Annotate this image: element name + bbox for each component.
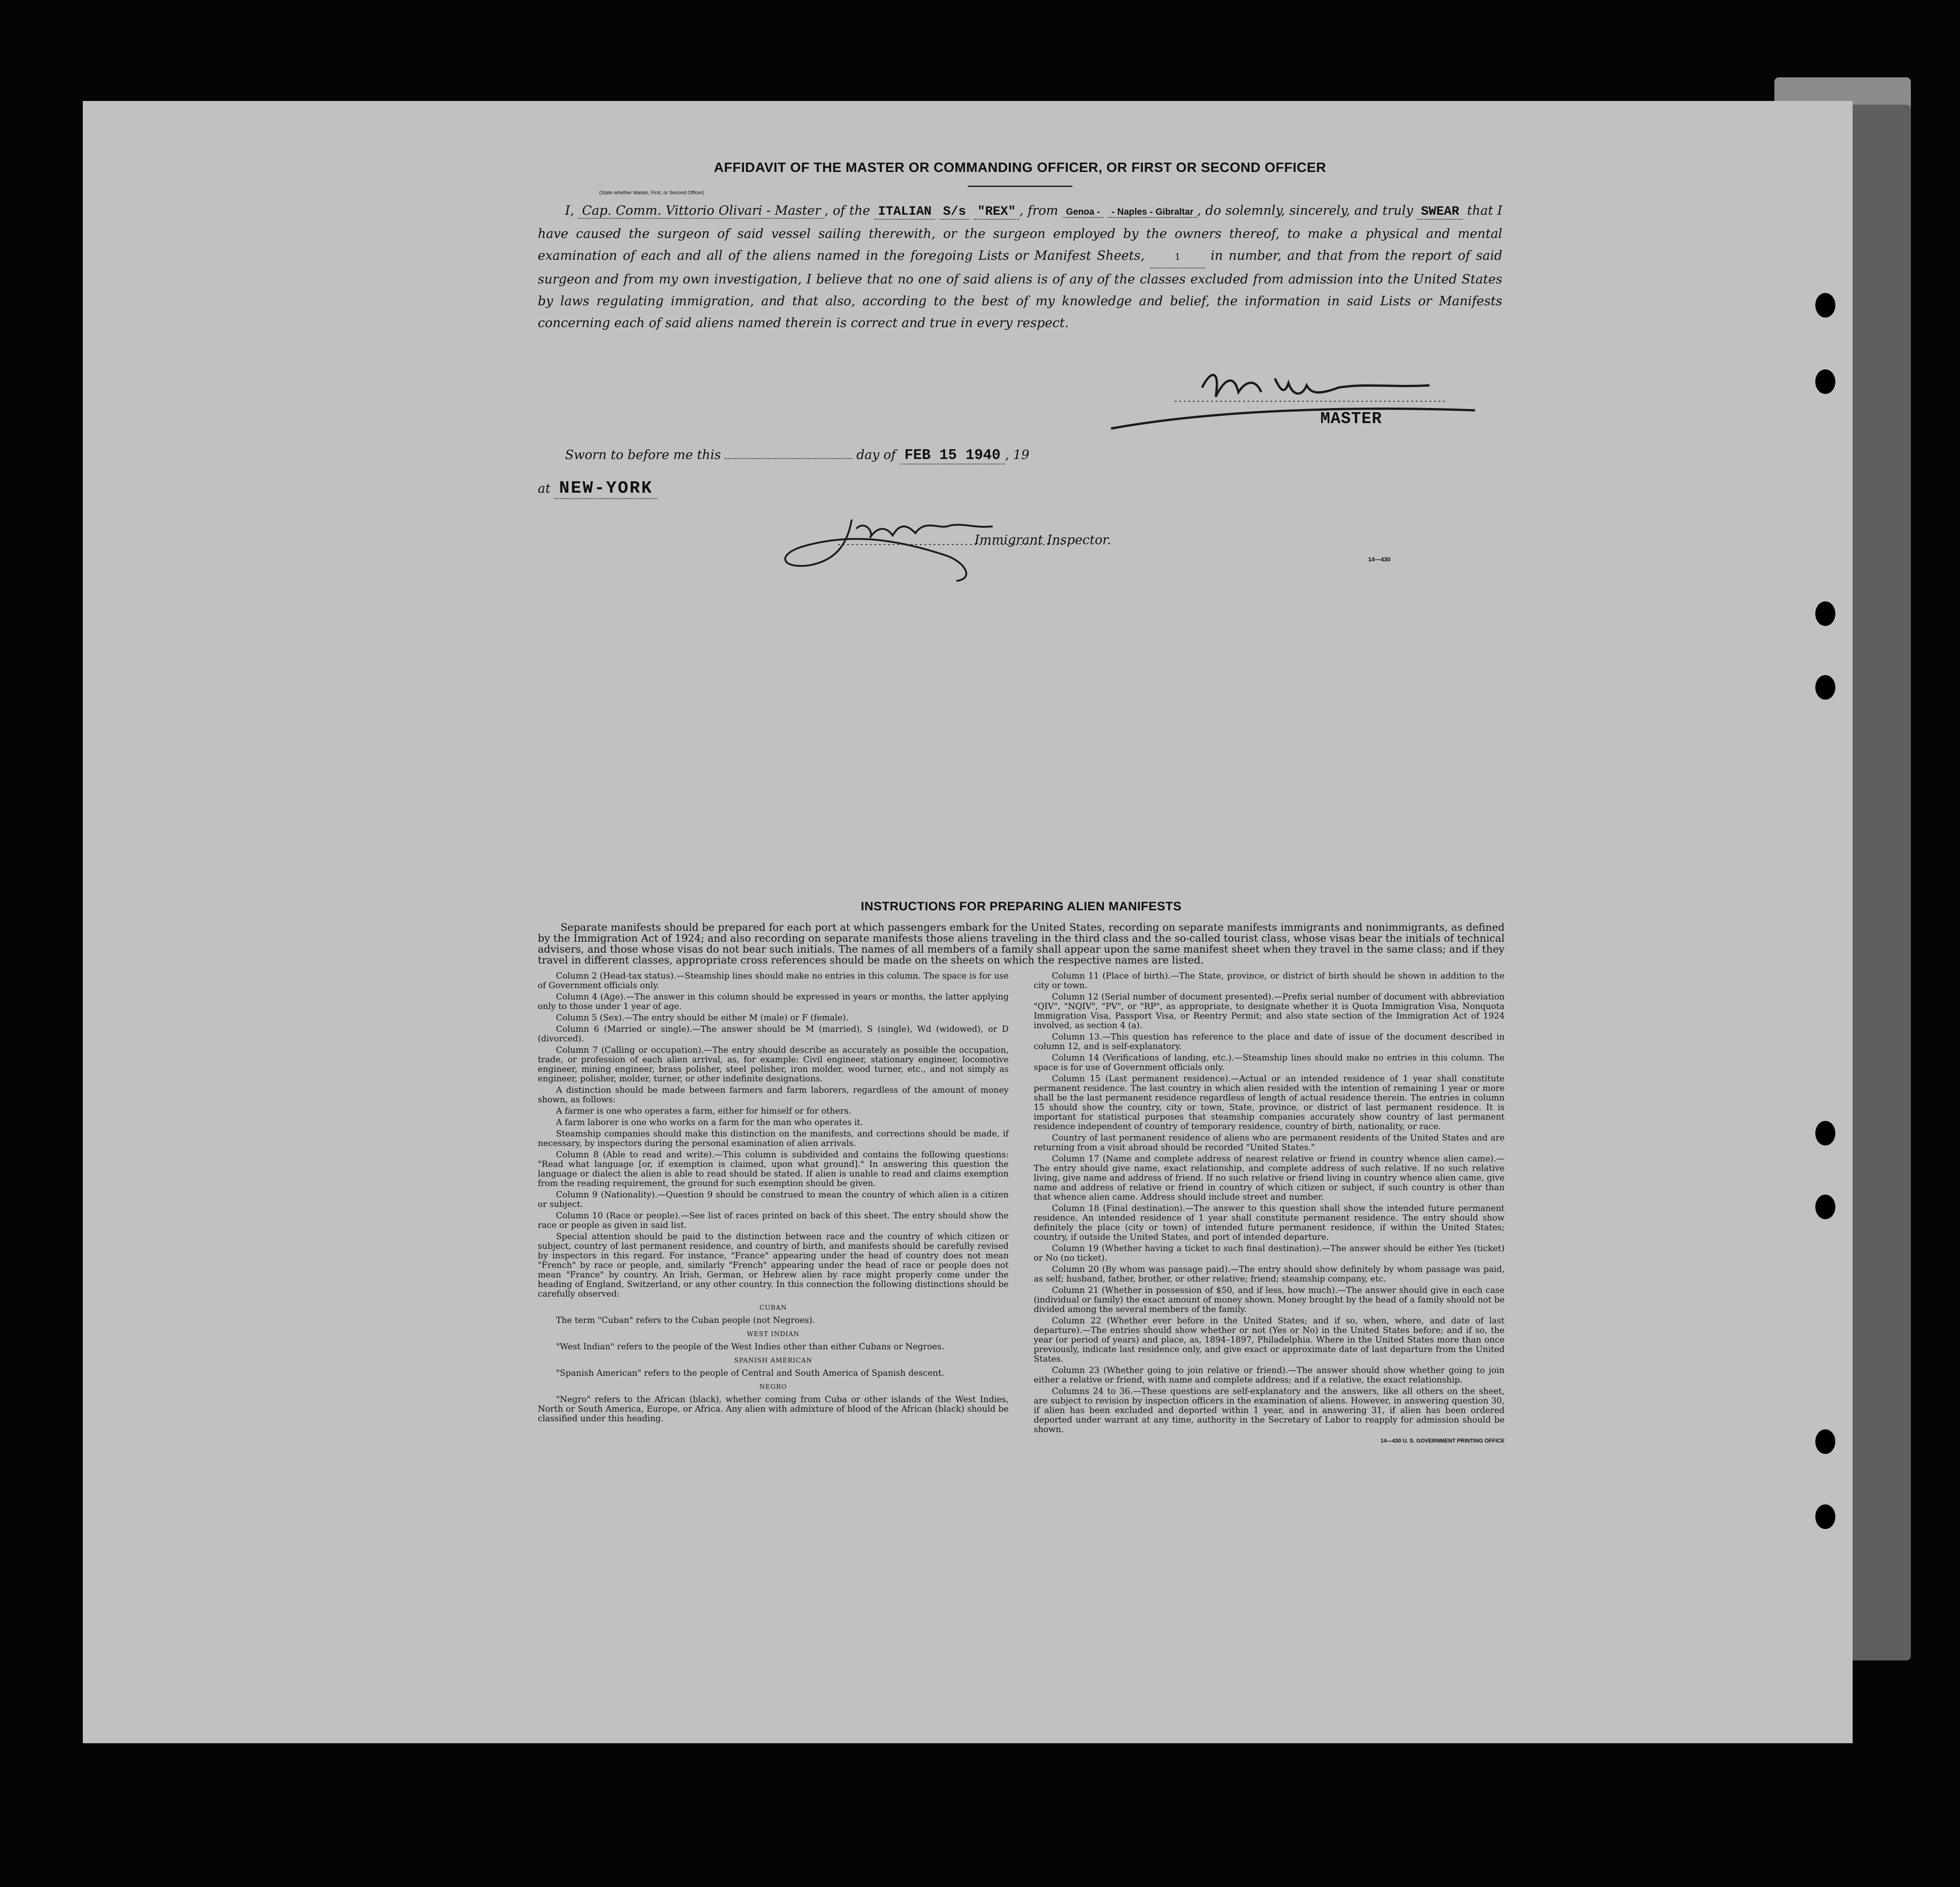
instruction-paragraph: Column 15 (Last permanent residence).—Actual or an intended residence of 1 year shall constitute permanent residence. The last country in which alien resided with the intention of remaining 1 year or more shall be the last permanent residence regardless of length of actual residence therein. The entries in column 15 should show the country, city or town, State, province, or district of last permanent residence. It is important for statistical purposes that steamship companies accurately show country of last permanent residence independent of country of temporary residence, country of birth, nationality, or race. <box>1034 1074 1505 1131</box>
sworn-text: at <box>538 481 551 496</box>
sworn-date: FEB 15 1940 <box>904 447 1001 464</box>
vessel-prefix-field: S/s <box>940 205 970 220</box>
instruction-paragraph: Columns 24 to 36.—These questions are self-explanatory and the answers, like all others on the sheet, are subject to revision by inspection officers in the examination of aliens. However, in answering question 30, if alien has been excluded and deported within 1 year, and in answering 31, if alien has been ordered deported under warrant at any time, authority in the Secretary of Labor to reapply for admission should be shown. <box>1034 1387 1505 1434</box>
punch-hole-icon <box>1815 293 1835 318</box>
instruction-paragraph: Column 5 (Sex).—The entry should be either M (male) or F (female). <box>556 1013 849 1023</box>
instructions-title: INSTRUCTIONS FOR PREPARING ALIEN MANIFESTS <box>860 899 1182 913</box>
master-label: MASTER <box>1320 409 1382 428</box>
punch-hole-icon <box>1815 1429 1835 1454</box>
punch-hole-icon <box>1815 369 1835 394</box>
instruction-paragraph: "Spanish American" refers to the people of Central and South America of Spanish descent. <box>556 1368 945 1378</box>
sworn-day-field <box>725 458 852 459</box>
affidavit-word: , do <box>1197 203 1222 218</box>
oath-field: SWEAR <box>1417 205 1463 220</box>
affidavit-text: that I have caused the surgeon of said vessel sailing therewith, or the surgeon employed by the owners thereof, to make a physical and mental examination of each and all of the aliens named in the foregoing Lists or Manifest Sheets, <box>538 203 1503 263</box>
sworn-place: NEW-YORK <box>555 479 657 499</box>
instruction-paragraph: Column 13.—This question has reference to the place and date of issue of the document described in column 12, and is self-explanatory. <box>1034 1032 1505 1051</box>
punch-hole-icon <box>1815 1195 1835 1219</box>
sworn-text: , 19 <box>1005 447 1030 462</box>
race-subheading: NEGRO <box>759 1383 787 1391</box>
race-subheading: CUBAN <box>759 1304 787 1312</box>
sworn-place-line <box>538 479 657 498</box>
instruction-paragraph: A distinction should be made between farmers and farm laborers, regardless of the amount of money shown, as follows: <box>538 1085 1009 1105</box>
sheets-count-field <box>1150 245 1205 268</box>
instruction-paragraph: Special attention should be paid to the distinction between race and the country of which citizen or subject, country of last permanent residence, and country of birth, and manifests should be carefully revised by inspectors in this regard. For instance, "France" appearing under the head of country does not mean "French" by race or people, and, similarly "French" appearing under the head of race or people does not mean "France" by country. An Irish, German, or Hebrew alien by race might properly come under the heading of England, Switzerland, or any other country. In this connection the following distinctions should be carefully observed: <box>538 1232 1009 1299</box>
title-divider <box>968 186 1072 187</box>
instruction-paragraph: Column 23 (Whether going to join relative or friend).—The answer should show whether going to join either a relative or friend, with name and complete address; and if a relative, the exact relationship. <box>1034 1366 1505 1385</box>
officer-rank-note: (State whether Master, First, or Second Officer) <box>599 190 704 196</box>
punch-hole-icon <box>1815 1121 1835 1145</box>
affidavit-text: in number, and that from the report of said surgeon and from my own investigation, I believe that no one of said aliens is of any of the classes excluded from admission into the United States by laws regulating immigration, and that also, according to the best of my knowledge and belief, the information in said Lists or Manifests concerning each of said aliens named therein is correct and true in every respect. <box>538 248 1503 330</box>
instruction-paragraph: Steamship companies should make this distinction on the manifests, and corrections should be made, if necessary, by inspectors during the personal examination of alien arrivals. <box>538 1129 1009 1148</box>
instructions-intro: Separate manifests should be prepared for each port at which passengers embark for the United States, recording on separate manifests immigrants and nonimmigrants, as defined by the Immigration Act of 1924; and also recording on separate manifests those aliens traveling in the third class and the so-called tourist class, whose visas bear the initials of technical advisers, and those whose visas do not bear such initials. The names of all members of a family shall appear upon the same manifest sheet when they travel in the same class; and if they travel in different classes, appropriate cross references should be made on the sheets on which the respective names are listed. <box>538 922 1505 966</box>
affidavit-word: , from <box>1019 203 1058 218</box>
instruction-paragraph: Column 22 (Whether ever before in the United States; and if so, when, where, and date of last departure).—The entries should show whether or not (Yes or No) in the United States before; and if so, the year (or period of years) and place, as, 1894–1897, Philadelphia. Where in the United States more than once previously, indicate last residence only, and give exact or approximate date of last departure from the United States. <box>1034 1316 1505 1364</box>
sworn-text: Sworn to before me this <box>565 447 721 462</box>
punch-hole-icon <box>1815 1504 1835 1529</box>
vessel-nationality-field: ITALIAN <box>874 205 935 220</box>
instruction-paragraph: Column 8 (Able to read and write).—This column is subdivided and contains the following questions: "Read what language [or, if exemption is claimed, upon what ground]." In answering this question the language or dialect the alien is able to read should be stated. If alien is unable to read and claims exemption from the reading requirement, the ground for such exemption should be given. <box>538 1150 1009 1188</box>
instruction-paragraph: Column 20 (By whom was passage paid).—The entry should show definitely by whom passage was paid, as self; husband, father, brother, or other relative; friend; steamship company, etc. <box>1034 1265 1505 1284</box>
instruction-paragraph: "West Indian" refers to the people of the West Indies other than either Cubans or Negroes. <box>556 1342 945 1352</box>
sheets-count-value: 1 <box>1174 251 1181 262</box>
vessel-name-field: "REX" <box>974 205 1019 220</box>
punch-hole-icon <box>1815 601 1835 626</box>
instruction-paragraph: Column 7 (Calling or occupation).—The entry should describe as accurately as possible the occupation, trade, or profession of each alien arrival, as, for example: Civil engineer, stationary engineer, locomotive engineer, mining engineer, brass polisher, steel polisher, iron molder, wood turner, etc., and not simply as engineer, polisher, molder, turner, or other indefinite designations. <box>538 1045 1009 1084</box>
instruction-paragraph: Column 21 (Whether in possession of $50, and if less, how much).—The answer should give in each case (individual or family) the exact amount of money shown. Money brought by the head of a family should not be divided among the several members of the family. <box>1034 1286 1505 1314</box>
sworn-date-field <box>900 447 1005 464</box>
affidavit-section <box>538 160 1502 334</box>
affidavit-text: solemnly, sincerely, and truly <box>1225 203 1413 218</box>
instruction-paragraph: A farm laborer is one who works on a farm for the man who operates it. <box>556 1118 863 1127</box>
affidavit-title: AFFIDAVIT OF THE MASTER OR COMMANDING OFFICER, OR FIRST OR SECOND OFFICER <box>714 160 1326 175</box>
race-subheading: WEST INDIAN <box>747 1331 800 1338</box>
instructions-columns <box>538 971 1505 1446</box>
instruction-paragraph: Country of last permanent residence of aliens who are permanent residents of the United States and are returning from a visit abroad should be recorded "United States." <box>1034 1133 1505 1152</box>
instruction-paragraph: Column 12 (Serial number of document presented).—Prefix serial number of document with abbreviation "QIV", "NQIV", "PV", or "RP", as appropriate, to designate whether it is Quota Immigration Visa, Nonquota Immigration Visa, Passport Visa, or Reentry Permit; and also state section of the Immigration Act of 1924 involved, as section 4 (a). <box>1034 992 1505 1030</box>
instructions-left-column <box>538 971 1009 1446</box>
master-signature <box>1075 360 1511 438</box>
instruction-paragraph: Column 18 (Final destination).—The answer to this question shall show the intended future permanent residence. An intended residence of 1 year shall constitute permanent residence. The entry should show definitely the place (city or town) of intended future permanent residence, if within the United States; country, if outside the United States, and port of intended departure. <box>1034 1204 1505 1242</box>
manifest-page <box>83 101 1853 1743</box>
instructions-section <box>538 899 1505 1446</box>
officer-name-field: Cap. Comm. Vittorio Olivari - Master <box>578 203 824 219</box>
sworn-text: day of <box>856 447 896 462</box>
instruction-paragraph: A farmer is one who operates a farm, either for himself or for others. <box>556 1106 851 1116</box>
instruction-paragraph: Column 2 (Head-tax status).—Steamship lines should make no entries in this column. The space is for use of Government officials only. <box>538 971 1009 990</box>
instruction-paragraph: Column 10 (Race or people).—See list of races printed on back of this sheet. The entry should show the race or people as given in said list. <box>538 1211 1009 1230</box>
affidavit-word: , of the <box>824 203 870 218</box>
instruction-paragraph: Column 4 (Age).—The answer in this column should be expressed in years or months, the latter applying only to those under 1 year of age. <box>538 992 1009 1011</box>
instruction-paragraph: Column 9 (Nationality).—Question 9 should be construed to mean the country of which alien is a citizen or subject. <box>538 1190 1009 1209</box>
instruction-paragraph: The term "Cuban" refers to the Cuban people (not Negroes). <box>556 1316 815 1325</box>
sworn-line <box>538 447 1311 464</box>
instruction-paragraph: Column 19 (Whether having a ticket to such final destination).—The answer should be either Yes (ticket) or No (no ticket). <box>1034 1244 1505 1263</box>
inspector-label: Immigrant Inspector. <box>975 532 1111 547</box>
race-subheading: SPANISH AMERICAN <box>734 1357 813 1364</box>
affidavit-body <box>538 200 1502 334</box>
punch-hole-icon <box>1815 675 1835 700</box>
instruction-paragraph: Column 11 (Place of birth).—The State, province, or district of birth should be shown in addition to the city or town. <box>1034 971 1505 990</box>
departure-port-field: Genoa - <box>1062 207 1104 218</box>
departure-ports-field: - Naples - Gibraltar <box>1108 207 1197 218</box>
affidavit-word: I, <box>565 203 574 218</box>
instruction-paragraph: Column 6 (Married or single).—The answer should be M (married), S (single), Wd (widowed), or D (divorced). <box>538 1024 1009 1044</box>
printing-office-footer: 14—430 U. S. GOVERNMENT PRINTING OFFICE <box>1380 1438 1505 1444</box>
instruction-paragraph: Column 14 (Verifications of landing, etc.).—Steamship lines should make no entries in this column. The space is for use of Government officials only. <box>1034 1053 1505 1072</box>
form-number: 14—430 <box>1368 556 1391 563</box>
instruction-paragraph: "Negro" refers to the African (black), whether coming from Cuba or other islands of the West Indies, North or South America, Europe, or Africa. Any alien with admixture of blood of the African (black) should be classified under this heading. <box>538 1395 1009 1423</box>
instructions-right-column <box>1034 971 1505 1446</box>
instruction-paragraph: Column 17 (Name and complete address of nearest relative or friend in country whence alien came).—The entry should give name, exact relationship, and complete address of such relative. If no such relative living, give name and address of friend. If no such relative or friend living in country whence alien came, give name and address of relative or friend in country of which citizen or subject, if such country is other than that whence alien came. Address should include street and number. <box>1034 1154 1505 1202</box>
